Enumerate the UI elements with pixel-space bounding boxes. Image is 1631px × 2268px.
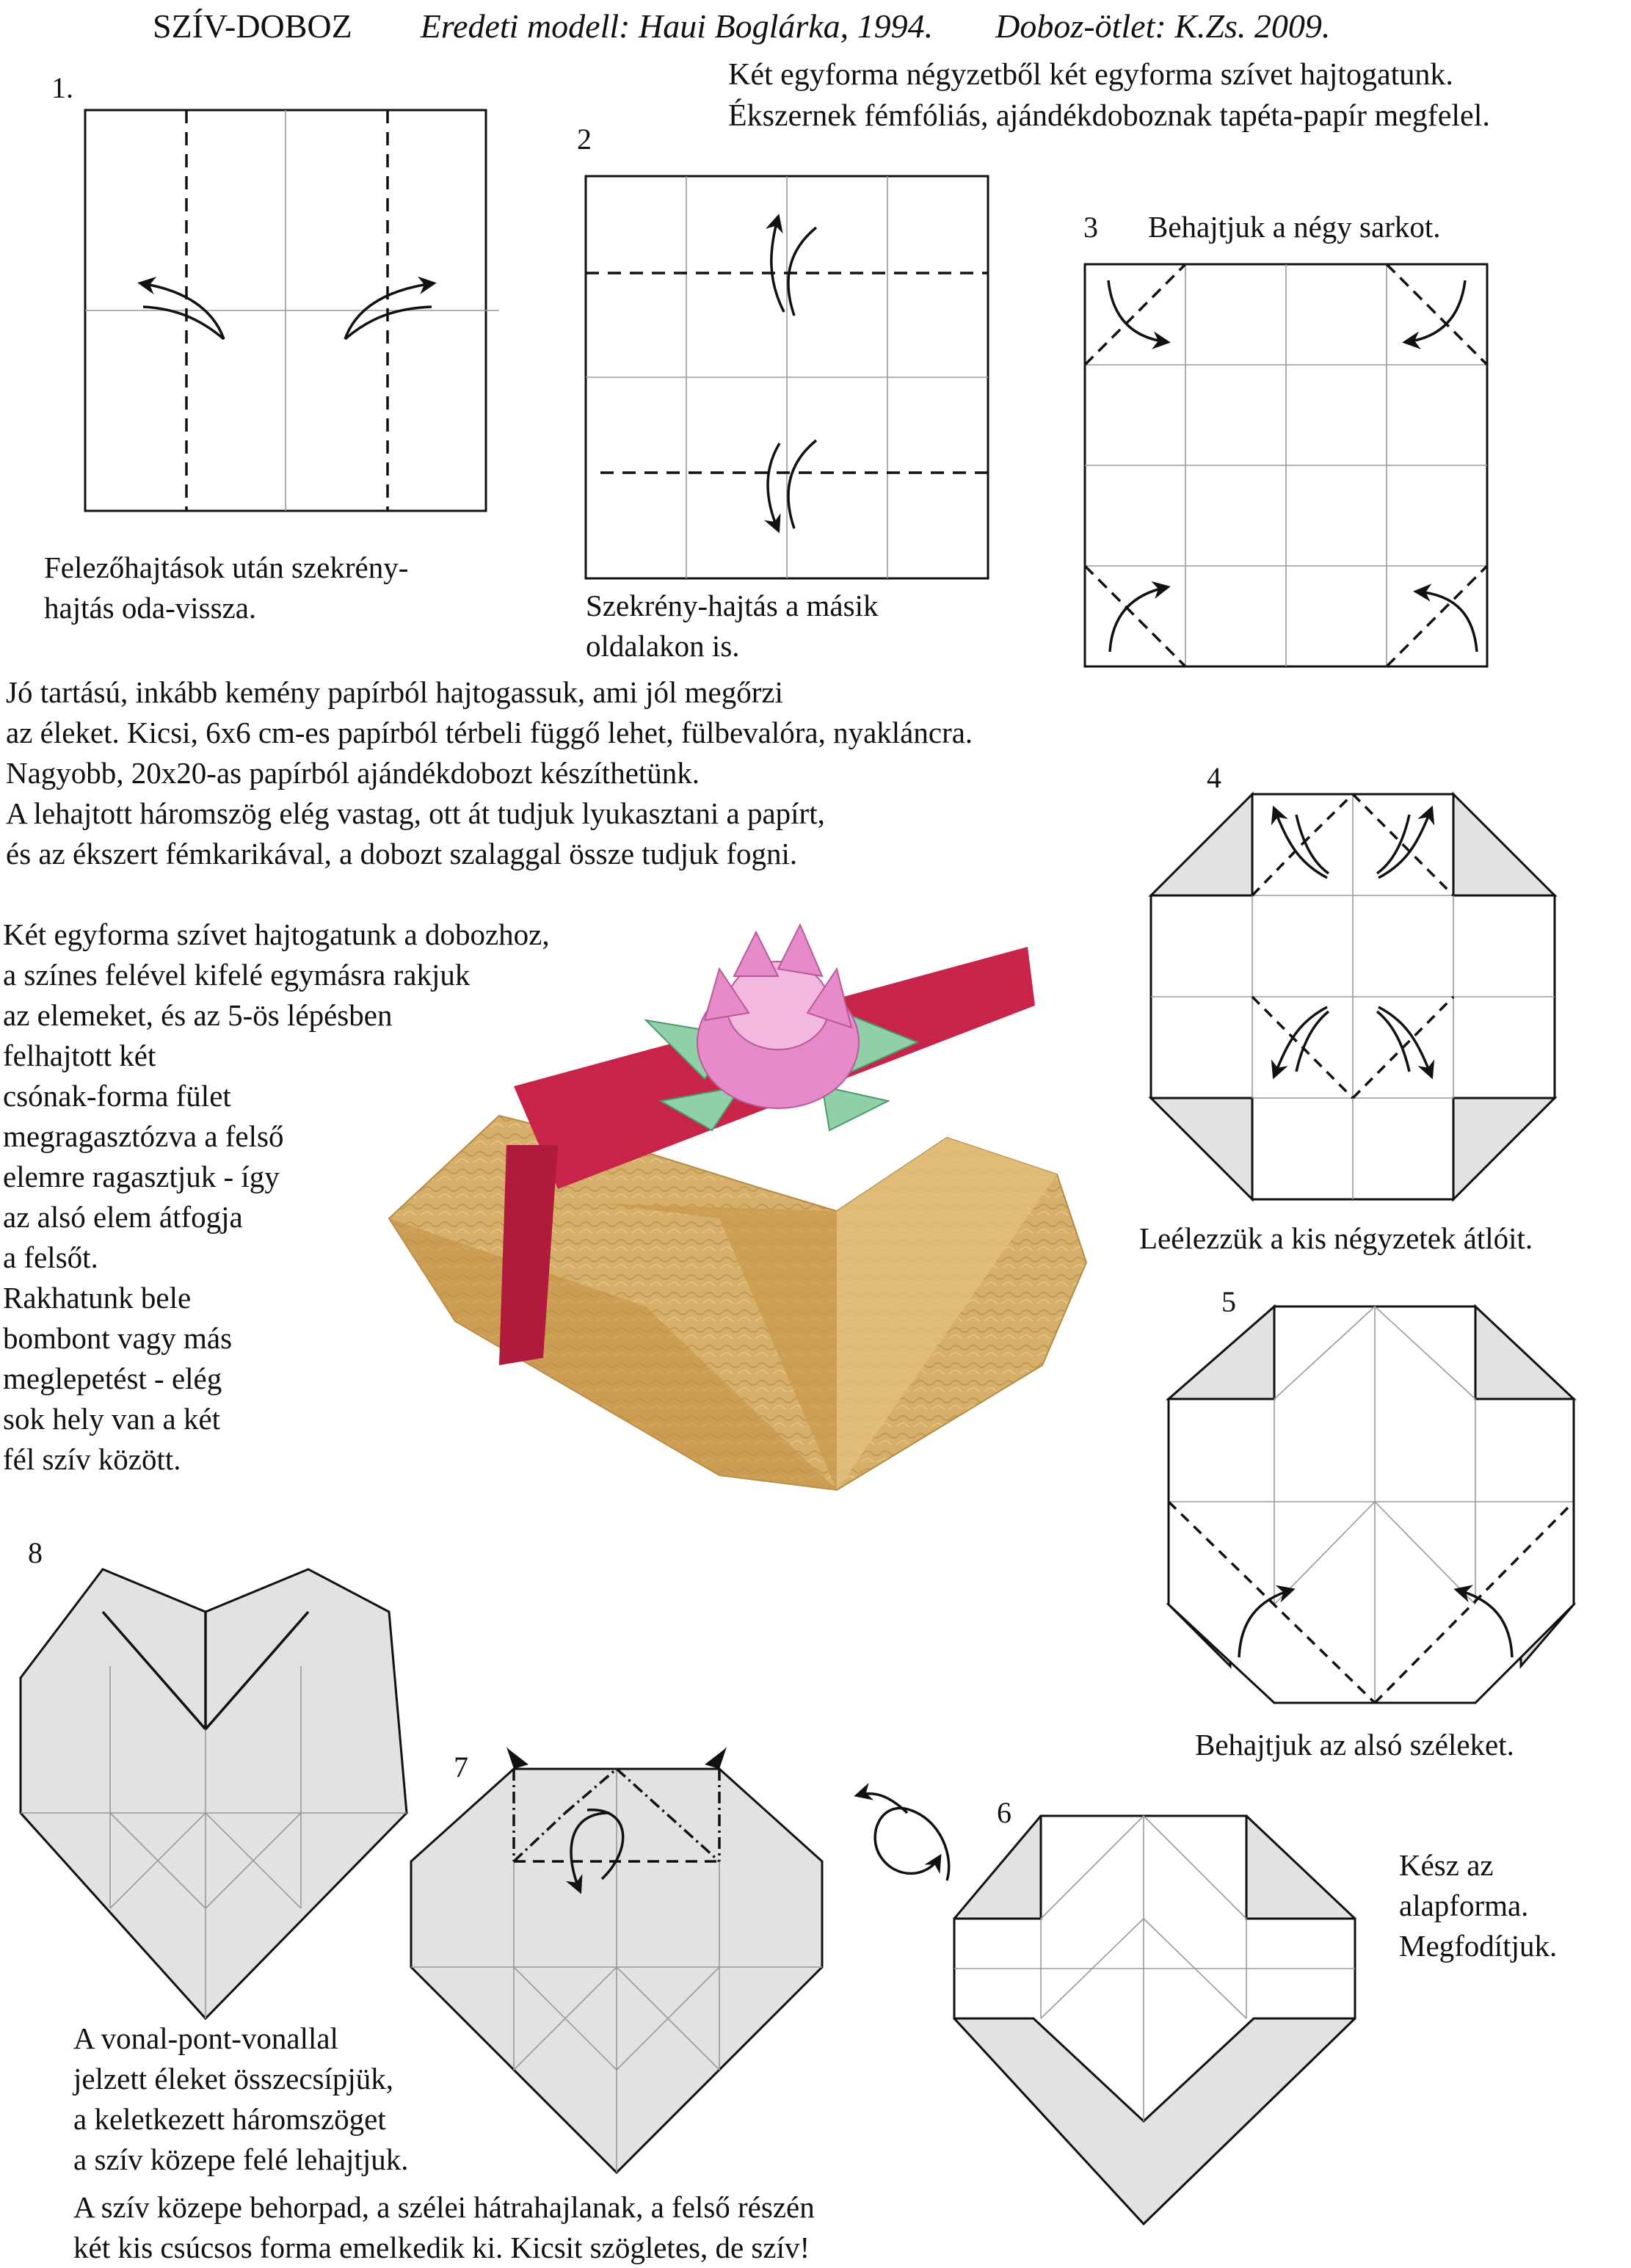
step-2-caption: Szekrény-hajtás a másik oldalakon is.	[586, 589, 879, 663]
step-4-diagram	[1151, 794, 1555, 1199]
step-7-caption: A vonal-pont-vonallal jelzett éleket összecsípjük, a keletkezett háromszöget a szív közepe felé lehajtjuk.	[73, 2021, 409, 2176]
step-1-number: 1.	[51, 71, 73, 104]
step-8-number: 8	[28, 1536, 43, 1569]
step-5-caption: Behajtjuk az alsó széleket.	[1195, 1728, 1514, 1762]
step-2-number: 2	[577, 123, 592, 156]
step-2-diagram	[586, 176, 988, 578]
title-original-model: Eredeti modell: Haui Boglárka, 1994.	[420, 7, 934, 45]
step-5-number: 5	[1221, 1285, 1236, 1318]
step-3-diagram	[1085, 264, 1487, 666]
step-3-number: 3	[1083, 211, 1098, 244]
paper-note: Jó tartású, inkább kemény papírból hajtogassuk, ami jól megőrzi az éleket. Kicsi, 6x6 cm-es papírból térbeli függő lehet, fülbevalóra, nyakláncra. Nagyobb, 20x20-as papírból ajándékdobozt készíthetünk. A lehajtott háromszög elég vastag, ott át tudjuk lyukasztani a papírt, és az ékszert fémkarikával, a dobozt szalaggal össze tudjuk fogni.	[6, 675, 973, 871]
step-6-caption: Kész az alapforma. Megfodítjuk.	[1399, 1848, 1558, 1963]
step-4-number: 4	[1207, 761, 1221, 794]
step-7-diagram	[411, 1747, 822, 2173]
title-main: SZÍV-DOBOZ	[153, 7, 352, 45]
box-note: Két egyforma szívet hajtogatunk a dobozhoz, a színes felével kifelé egymásra rakjuk az elemeket, és az 5-ös lépésben felhajtott két csónak-forma fület megragasztózva a felső elemre ragasztjuk - így az alsó elem átfogja a felsőt. Rakhatunk bele bombont vagy más meglepetést - elég sok hely van a két fél szív között.	[3, 917, 550, 1476]
heart-box-photo	[389, 925, 1086, 1490]
step-4-caption: Leélezzük a kis négyzetek átlóit.	[1139, 1221, 1533, 1255]
step-6-number: 6	[997, 1796, 1011, 1829]
step-8-diagram	[21, 1569, 407, 2018]
final-note: A szív közepe behorpad, a szélei hátrahajlanak, a felső részén két kis csúcsos forma emelkedik ki. Kicsit szögletes, de szív!	[73, 2190, 815, 2264]
step-3-caption: Behajtjuk a négy sarkot.	[1148, 210, 1441, 244]
turn-over-icon	[857, 1794, 949, 1880]
step-1-diagram	[85, 110, 499, 511]
step-5-diagram	[1169, 1306, 1574, 1703]
step-7-number: 7	[454, 1751, 468, 1784]
step-6-diagram	[954, 1816, 1355, 2224]
intro-text: Két egyforma négyzetből két egyforma szívet hajtogatunk. Ékszernek fémfóliás, ajándékdoboznak tapéta-papír megfelel.	[728, 58, 1490, 133]
title-box-idea: Doboz-ötlet: K.Zs. 2009.	[995, 7, 1331, 45]
step-1-caption: Felezőhajtások után szekrény- hajtás oda-vissza.	[44, 550, 409, 625]
